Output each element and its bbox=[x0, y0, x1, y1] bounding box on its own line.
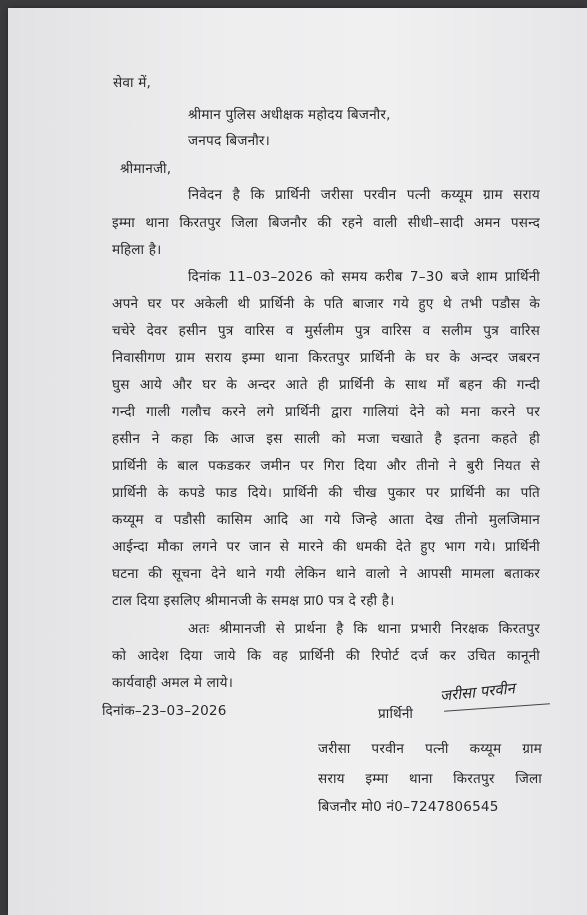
paragraph-3-line-3: कार्यवाही अमल मे लाये। bbox=[112, 675, 234, 691]
paragraph-2-line-8: प्रार्थिनी के बाल पकडकर जमीन पर गिरा दिया और तीनो ने बुरी नियत से bbox=[112, 458, 540, 474]
paragraph-2-line-6: गन्दी गाली गलौच करने लगे प्रार्थिनी द्वारा गालियां देने को मना करने पर bbox=[112, 404, 540, 420]
recipient-line-1: श्रीमान पुलिस अधीक्षक महोदय बिजनौर, bbox=[188, 107, 391, 123]
applicant-label: प्रार्थिनी bbox=[378, 706, 414, 722]
applicant-address-line-3: बिजनौर मो0 नं0–7247806545 bbox=[318, 799, 499, 815]
paragraph-2-line-7: हसीन ने कहा कि आज इस साली को मजा चखाते है इतना कहते ही bbox=[112, 431, 540, 447]
paragraph-2-line-3: चचेरे देवर हसीन पुत्र वारिस व मुर्सलीम पुत्र वारिस व सलीम पुत्र वारिस bbox=[112, 323, 540, 339]
applicant-address-line-2: सराय इम्मा थाना किरतपुर जिला bbox=[318, 771, 542, 787]
salutation-to: सेवा में, bbox=[113, 75, 152, 91]
paragraph-3-line-2: को आदेश दिया जाये कि वह प्रार्थिनी की रिपोर्ट दर्ज कर उचित कानूनी bbox=[112, 648, 540, 664]
paragraph-2-line-2: अपने घर पर अकेली थी प्रार्थिनी के पति बाजार गये हुए थे तभी पडौस के bbox=[112, 296, 540, 312]
paragraph-2-line-9: प्रार्थिनी के कपडे फाड दिये। प्रार्थिनी की चीख पुकार पर प्रार्थिनी का पति bbox=[112, 485, 540, 501]
paragraph-1-line-2: इम्मा थाना किरतपुर जिला बिजनौर की रहने वाली सीधी–सादी अमन पसन्द bbox=[112, 215, 540, 231]
applicant-address-line-1: जरीसा परवीन पत्नी कय्यूम ग्राम bbox=[318, 741, 542, 757]
paragraph-3-line-1: अतः श्रीमानजी से प्रार्थना है कि थाना प्रभारी निरक्षक किरतपुर bbox=[188, 621, 540, 637]
paragraph-2-line-11: आईन्दा मौका लगने पर जान से मारने की धमकी देते हुए भाग गये। प्रार्थिनी bbox=[112, 539, 540, 555]
handwritten-signature: जरीसा परवीन bbox=[439, 679, 516, 705]
paragraph-2-line-1: दिनांक 11–03–2026 को समय करीब 7–30 बजे शाम प्रार्थिनी bbox=[188, 269, 540, 285]
paragraph-2-line-10: कय्यूम व पडौसी कासिम आदि आ गये जिन्हे आता देख तीनो मुलजिमान bbox=[112, 512, 540, 528]
recipient-line-2: जनपद बिजनौर। bbox=[188, 133, 271, 149]
greeting: श्रीमानजी, bbox=[120, 161, 172, 177]
paragraph-1-line-3: महिला है। bbox=[112, 242, 162, 258]
paragraph-2-line-12: घटना की सूचना देने थाने गयी लेकिन थाने वालो ने आपसी मामला बताकर bbox=[112, 566, 540, 582]
paragraph-2-line-4: निवासीगण ग्राम सराय इम्मा थाना किरतपुर प्रार्थिनी के घर के अन्दर जबरन bbox=[112, 350, 540, 366]
paragraph-1-line-1: निवेदन है कि प्रार्थिनी जरीसा परवीन पत्नी कय्यूम ग्राम सराय bbox=[188, 187, 540, 203]
date-line: दिनांक–23–03–2026 bbox=[102, 703, 227, 719]
signature-underline bbox=[444, 703, 550, 711]
letter-page bbox=[8, 8, 587, 915]
paragraph-2-line-5: घुस आये और घर के अन्दर आते ही प्रार्थिनी के साथ माँ बहन की गन्दी bbox=[112, 377, 540, 393]
paragraph-2-line-13: टाल दिया इसलिए श्रीमानजी के समक्ष प्रा0 पत्र दे रही है। bbox=[112, 593, 395, 609]
